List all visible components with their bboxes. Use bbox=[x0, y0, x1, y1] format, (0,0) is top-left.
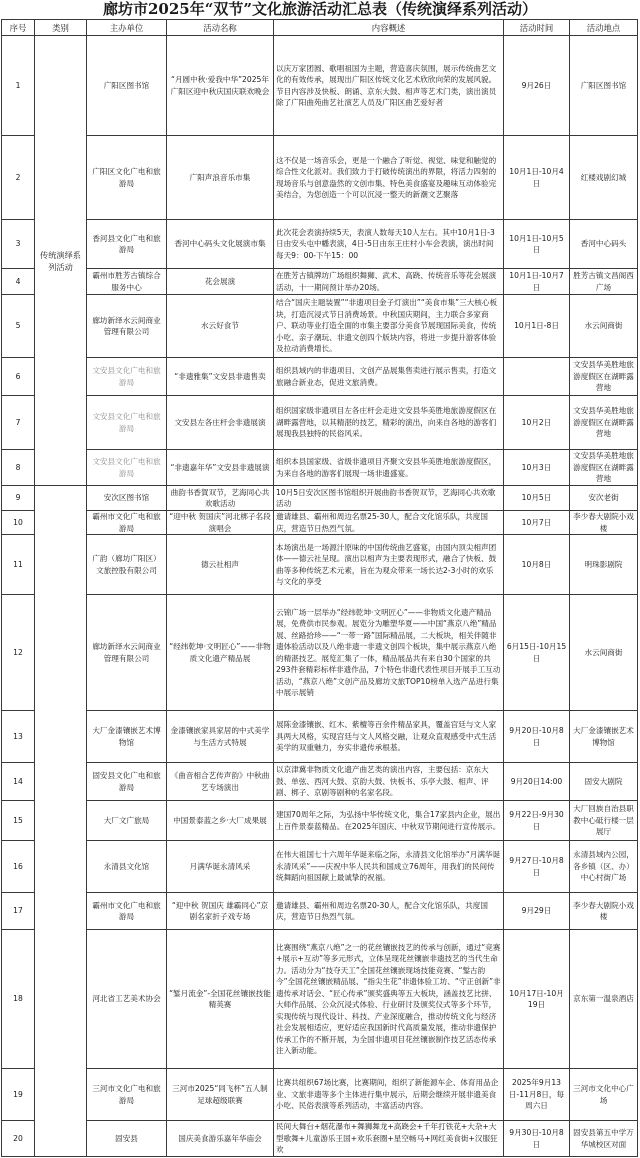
row-description: 此次花会表演持续5天，表演人数每天10人左右。其中10月1日-3日由安头屯中幡表演，4日-5日由东王庄村小车会表演，演出时间每天9：00-下午15：00 bbox=[274, 220, 504, 269]
row-name: “錾月流金”-全国花丝镶嵌技能精英赛 bbox=[167, 930, 274, 1069]
column-header-place: 活动地点 bbox=[570, 20, 638, 36]
row-organizer: 霸州市文化广电和旅游局 bbox=[87, 893, 167, 930]
row-place: 固安大剧院 bbox=[570, 763, 638, 801]
row-organizer: 文安县文化广电和旅游局 bbox=[87, 396, 167, 450]
row-organizer: 固安县文化广电和旅游局 bbox=[87, 763, 167, 801]
row-no: 11 bbox=[2, 535, 35, 595]
row-description: 展陈金漆镶嵌、红木、紫檀等百余件精品家具，覆盖宫廷与文人家具两大风格，实现宫廷与文人风格交融，让观众直观感受中式生活美学的双重魅力，夯实非遗传承根基。 bbox=[274, 711, 504, 763]
table-row bbox=[2, 486, 638, 511]
row-description: 组织国家级非遗项目左各庄杆会走进文安县华美胜地旅游度假区在湖畔露营地，以其精湛的技艺，精彩的演出，向来自各地的游客们展现我县独特的民俗风采。 bbox=[274, 396, 504, 450]
table-row bbox=[2, 1069, 638, 1121]
row-description: 以庆万家团圆、歌唱祖国为主题，营造喜庆氛围，展示传统曲艺文化的有效传承，展现出广阳区传统文化艺术欣欣向荣的发展风貌。节目内容涉及快板、朗诵、京东大鼓、相声等艺术门类，演出演员除了广阳曲苑曲艺社演艺人员及广阳区曲艺爱好者 bbox=[274, 36, 504, 136]
row-time: 10月1日-10月5日 bbox=[504, 220, 570, 269]
row-name: 三河市2025“同飞杯”五人制足球超级联赛 bbox=[167, 1069, 274, 1121]
row-no: 6 bbox=[2, 358, 35, 396]
row-time: 9月27日-10月8日 bbox=[504, 841, 570, 893]
row-description: 邀请雄县、霸州和周边名票20-30人，配合文化馆乐队，共度国庆，营造节日热烈气氛。 bbox=[274, 893, 504, 930]
row-no: 4 bbox=[2, 269, 35, 295]
row-place: 安次老街 bbox=[570, 486, 638, 511]
table-row bbox=[2, 841, 638, 893]
table-row bbox=[2, 220, 638, 269]
row-organizer: 文安县文化广电和旅游局 bbox=[87, 358, 167, 396]
row-time: 9月29日 bbox=[504, 893, 570, 930]
row-place: 京东第一温泉酒店 bbox=[570, 930, 638, 1069]
row-organizer: 廊坊新绎水云间商业管理有限公司 bbox=[87, 295, 167, 358]
row-no: 9 bbox=[2, 486, 35, 511]
row-no: 18 bbox=[2, 930, 35, 1069]
row-no: 8 bbox=[2, 450, 35, 486]
row-time: 10月5日 bbox=[504, 486, 570, 511]
row-place: 水云间商街 bbox=[570, 595, 638, 711]
row-place: 香河中心码头 bbox=[570, 220, 638, 269]
row-no: 15 bbox=[2, 801, 35, 841]
row-name: 曲韵书香賀双节，艺海同心共欢歌活动 bbox=[167, 486, 274, 511]
table-row bbox=[2, 269, 638, 295]
table-row bbox=[2, 295, 638, 358]
row-no: 10 bbox=[2, 511, 35, 535]
row-description: 在伟大祖国七十六周年华诞来临之际，永清县文化馆举办“月满华诞 永清风采”——庆祝中华人民共和国成立76周年，用我们的民间传统舞蹈向祖国献上最诚挚的祝福。 bbox=[274, 841, 504, 893]
row-place: 永清县域内公园，各乡镇（区、办）中心村街广场 bbox=[570, 841, 638, 893]
row-name: 月满华诞永清风采 bbox=[167, 841, 274, 893]
row-place: 广阳区图书馆 bbox=[570, 36, 638, 136]
row-description: 建国70周年之际，为弘扬中华传统文化，集合17家县内企业，展出上百件景泰蓝精品。在2025年国庆、中秋双节期间进行宣传展示。 bbox=[274, 801, 504, 841]
table-title: 廊坊市2025年“双节”文化旅游活动汇总表（传统演绎系列活动） bbox=[102, 0, 537, 18]
row-name: “非遗嘉年华”文安县非遗展演 bbox=[167, 450, 274, 486]
row-time: 9月20日-10月8日 bbox=[504, 711, 570, 763]
row-name: 广阳声浪音乐市集 bbox=[167, 136, 274, 220]
row-name: 中国景泰蓝之乡·大厂成果展 bbox=[167, 801, 274, 841]
column-header-description: 内容概述 bbox=[274, 20, 504, 36]
row-no: 16 bbox=[2, 841, 35, 893]
row-organizer: 霸州市胜芳古镇综合服务中心 bbox=[87, 269, 167, 295]
row-no: 20 bbox=[2, 1121, 35, 1157]
row-name: “经纬乾坤·文明匠心”——非物质文化遗产精品展 bbox=[167, 595, 274, 711]
table-row bbox=[2, 396, 638, 450]
row-no: 12 bbox=[2, 595, 35, 711]
row-name: 金漆镶嵌家具家居的中式美学与生活方式特展 bbox=[167, 711, 274, 763]
row-place: 李少春大剧院小戏楼 bbox=[570, 511, 638, 535]
row-name: 花会展演 bbox=[167, 269, 274, 295]
row-organizer: 廊坊新绎水云间商业管理有限公司 bbox=[87, 595, 167, 711]
row-time bbox=[504, 358, 570, 396]
row-place: 红楼戏剧幻城 bbox=[570, 136, 638, 220]
row-place: 文安县华美胜地旅游度假区在湖畔露营地 bbox=[570, 450, 638, 486]
row-time: 10月2日 bbox=[504, 396, 570, 450]
row-place: 文安县华美胜地旅游度假区在湖畔露营地 bbox=[570, 358, 638, 396]
row-description: 在胜芳古镇牌坊广场组织舞狮、武术、高跷、传统音乐等花会展演活动，十一期间预计举办20场。 bbox=[274, 269, 504, 295]
row-organizer: 广阳区文化广电和旅游局 bbox=[87, 136, 167, 220]
row-name: 《曲音相合艺传声韵》中秋曲艺专场演出 bbox=[167, 763, 274, 801]
row-time: 9月20日14:00 bbox=[504, 763, 570, 801]
row-time: 9月30日-10月8日 bbox=[504, 1121, 570, 1157]
row-description: 结合“国庆主题装置”“非遗项目金子灯演出”“美食市集”三大核心板块，打造沉浸式节日消费场景。中秋国庆期间，主力联合多家商户、联动等业打造全面的市集主要部分美食节展现国际美食，传统小吃、亲子潮玩、非遗文创四个版块内容，将进一步提升游客体验及拉动消费增长。 bbox=[274, 295, 504, 358]
row-time: 9月26日 bbox=[504, 36, 570, 136]
column-header-time: 活动时间 bbox=[504, 20, 570, 36]
row-description: 以京津冀非物质文化遗产曲艺类的演出内容，主要包括：京东大鼓、单弦、西河大鼓、京韵大鼓、快板书、乐亭大鼓、相声、评剧、梆子、京剧等剧种的名家名段。 bbox=[274, 763, 504, 801]
row-organizer: 霸州市文化广电和旅游局 bbox=[87, 511, 167, 535]
row-organizer: 香河县文化广电和旅游局 bbox=[87, 220, 167, 269]
row-time: 10月3日 bbox=[504, 450, 570, 486]
row-organizer: 广阳区图书馆 bbox=[87, 36, 167, 136]
row-description: 10月5日安次区图书馆组织开展曲韵书香贺双节，艺海同心共欢歌活动 bbox=[274, 486, 504, 511]
row-description: 组织县域内的非遗项目、文创产品展集售卖进行展示售卖，打造文旅融合新业态，促进文旅消费。 bbox=[274, 358, 504, 396]
row-description: 这不仅是一场音乐会，更是一个融合了听觉、视觉、味觉和触觉的综合性文化派对。我们致力于打破传统演出的界限，将活力四射的现场音乐与创意盎然的文创市集、特色美食盛宴及趣味互动体验完美结合，为您创造一个可以沉浸一整天的新潮文艺聚落 bbox=[274, 136, 504, 220]
table-row bbox=[2, 450, 638, 486]
table-row bbox=[2, 535, 638, 595]
row-no: 19 bbox=[2, 1069, 35, 1121]
row-description: 比赛共组织67场比赛，比赛期间，组织了新能源车企、体育用品企业、文旅非遗等多个主体进行集中展示，后期会继续开展非遗美食小吃、民俗表演等系列活动，丰富活动内容。 bbox=[274, 1069, 504, 1121]
row-organizer: 文安县文化广电和旅游局 bbox=[87, 450, 167, 486]
row-name: 国庆美食游乐嘉年华庙会 bbox=[167, 1121, 274, 1157]
table-row bbox=[2, 595, 638, 711]
row-description: 邀请雄县、霸州和周边名票25-30人，配合文化馆乐队，共度国庆，营造节日热烈气氛。 bbox=[274, 511, 504, 535]
row-no: 7 bbox=[2, 396, 35, 450]
category-cell: 传统演绎系列活动 bbox=[35, 36, 87, 486]
row-name: 文安县左各庄杆会非遗展演 bbox=[167, 396, 274, 450]
row-description: 民间大舞台+烟花瀑布+舞狮舞龙+高跷会+千年打铁花+大杂+大型歌舞+儿童游乐王国+欢乐套圈+星空畅马+网红美食街+汉服狂欢 bbox=[274, 1121, 504, 1157]
category-cell-empty bbox=[35, 486, 87, 1157]
row-time: 9月22日-9月30日 bbox=[504, 801, 570, 841]
activity-table bbox=[1, 19, 638, 1157]
row-organizer: 大厂文广旅局 bbox=[87, 801, 167, 841]
table-row bbox=[2, 358, 638, 396]
row-place: 大厂金漆镶嵌艺术博物馆 bbox=[570, 711, 638, 763]
row-name: 德云社相声 bbox=[167, 535, 274, 595]
row-place: 文安县华美胜地旅游度假区在湖畔露营地 bbox=[570, 396, 638, 450]
table-row bbox=[2, 1121, 638, 1157]
row-time: 10月17日-10月19日 bbox=[504, 930, 570, 1069]
row-name: “非遗雅集”文安县非遗售卖 bbox=[167, 358, 274, 396]
row-time: 10月1日-10月7日 bbox=[504, 269, 570, 295]
row-description: 比赛围绕“燕京八绝”之一的花丝镶嵌技艺的传承与创新，通过“竞赛+展示+互动”等多元形式，立体呈现花丝镶嵌非遗技艺的当代生命力。活动分为“技夺天工”全国花丝镶嵌现场技能竞赛、“錾古韵今”全国花丝镶嵌精品展、“指尖生花”非遗体验工坊、“守正创新”非遗传承对话会、“匠心传承”颁奖盛典等五大板块，涵盖技艺比拼、大师作品展、公众沉浸式体验、行业研讨及颁奖仪式等多个环节，实现传统与现代设计、科技、产业深度融合，推动传统文化与经济社会发展相适应，更好适应我国新时代高质量发展，推动非遗保护传承工作的不断开展，为全国非遗项目花丝镶嵌制作技艺活态传承注入新动能。 bbox=[274, 930, 504, 1069]
row-name: “迎中秋 贺国庆 雄霸同心”京剧名家折子戏专场 bbox=[167, 893, 274, 930]
row-name: 水云好食节 bbox=[167, 295, 274, 358]
column-header-organizer: 主办单位 bbox=[87, 20, 167, 36]
row-organizer: 永清县文化馆 bbox=[87, 841, 167, 893]
row-description: 云锦广场一层举办“经纬乾坤·文明匠心”——非物质文化遗产精品展，免费供市民参观。展览分为雕塑华夏——中国“燕京八绝”精品展、丝路拾珍——“一带一路”国际精品展，二大板块，相关伴随非遗体验活动以及八绝非遗一非遗文创四个板块，集中展示燕京八绝的精湛技艺。展览汇集了一体，精品展品共有来自30个国家的共293件套精彩标样非遗作品，7个特色非遗代表性项目开展手工互动活动，“燕京八绝”文创产品及廊坊文旅TOP10榜单入选产品进行集中展示展销 bbox=[274, 595, 504, 711]
table-row bbox=[2, 930, 638, 1069]
row-organizer: 广韵（廊坊广阳区）文旅控股有限公司 bbox=[87, 535, 167, 595]
column-header-category: 类别 bbox=[35, 20, 87, 36]
row-name: 香河中心码头文化展演市集 bbox=[167, 220, 274, 269]
column-header-name: 活动名称 bbox=[167, 20, 274, 36]
row-place: 李少春大剧院小戏楼 bbox=[570, 893, 638, 930]
column-header-no: 序号 bbox=[2, 20, 35, 36]
row-time: 2025年9月13日-11月8日，每周六日 bbox=[504, 1069, 570, 1121]
header-row bbox=[2, 20, 638, 36]
row-organizer: 河北省工艺美术协会 bbox=[87, 930, 167, 1069]
table-row bbox=[2, 711, 638, 763]
row-time: 10月1日-10月4日 bbox=[504, 136, 570, 220]
table-row bbox=[2, 763, 638, 801]
row-no: 2 bbox=[2, 136, 35, 220]
table-row bbox=[2, 511, 638, 535]
row-organizer: 大厂金漆镶嵌艺术博物馆 bbox=[87, 711, 167, 763]
row-no: 1 bbox=[2, 36, 35, 136]
row-organizer: 三河市文化广电和旅游局 bbox=[87, 1069, 167, 1121]
row-no: 13 bbox=[2, 711, 35, 763]
row-place: 水云间商街 bbox=[570, 295, 638, 358]
row-name: “迎中秋 贺国庆”河北梆子名段演唱会 bbox=[167, 511, 274, 535]
row-no: 17 bbox=[2, 893, 35, 930]
row-organizer: 固安县 bbox=[87, 1121, 167, 1157]
row-organizer: 安次区图书馆 bbox=[87, 486, 167, 511]
row-time: 10月8日 bbox=[504, 535, 570, 595]
row-description: 组织本县国家级、省级非遗项目齐聚文安县华美胜地旅游度假区，为来自各地的游客们展现一场非遗盛宴。 bbox=[274, 450, 504, 486]
table-row bbox=[2, 801, 638, 841]
row-place: 胜芳古镇文昌阁西广场 bbox=[570, 269, 638, 295]
row-time: 6月15日-10月15日 bbox=[504, 595, 570, 711]
row-time: 10月7日 bbox=[504, 511, 570, 535]
row-place: 固安县第五中学万华城校区对面 bbox=[570, 1121, 638, 1157]
row-no: 3 bbox=[2, 220, 35, 269]
row-time: 10月1日-8日 bbox=[504, 295, 570, 358]
table-row bbox=[2, 36, 638, 136]
row-place: 三河市文化中心广场 bbox=[570, 1069, 638, 1121]
table-row bbox=[2, 893, 638, 930]
row-no: 5 bbox=[2, 295, 35, 358]
row-no: 14 bbox=[2, 763, 35, 801]
row-name: “月圆中秋·爱我中华”2025年广阳区迎中秋庆国庆联欢晚会 bbox=[167, 36, 274, 136]
row-place: 大厂回族自治县职教中心砥行楼一层展厅 bbox=[570, 801, 638, 841]
row-description: 本场演出是一场源汁原味的中国传统曲艺盛宴，由国内顶尖相声团体——德云社呈现。演出以相声为主要表现形式，融合了快板、鼓曲等多种传统艺术元素，旨在为观众带来一场长达2-3小时的欢乐与文化的享受 bbox=[274, 535, 504, 595]
table-row bbox=[2, 136, 638, 220]
row-place: 明珠影剧院 bbox=[570, 535, 638, 595]
